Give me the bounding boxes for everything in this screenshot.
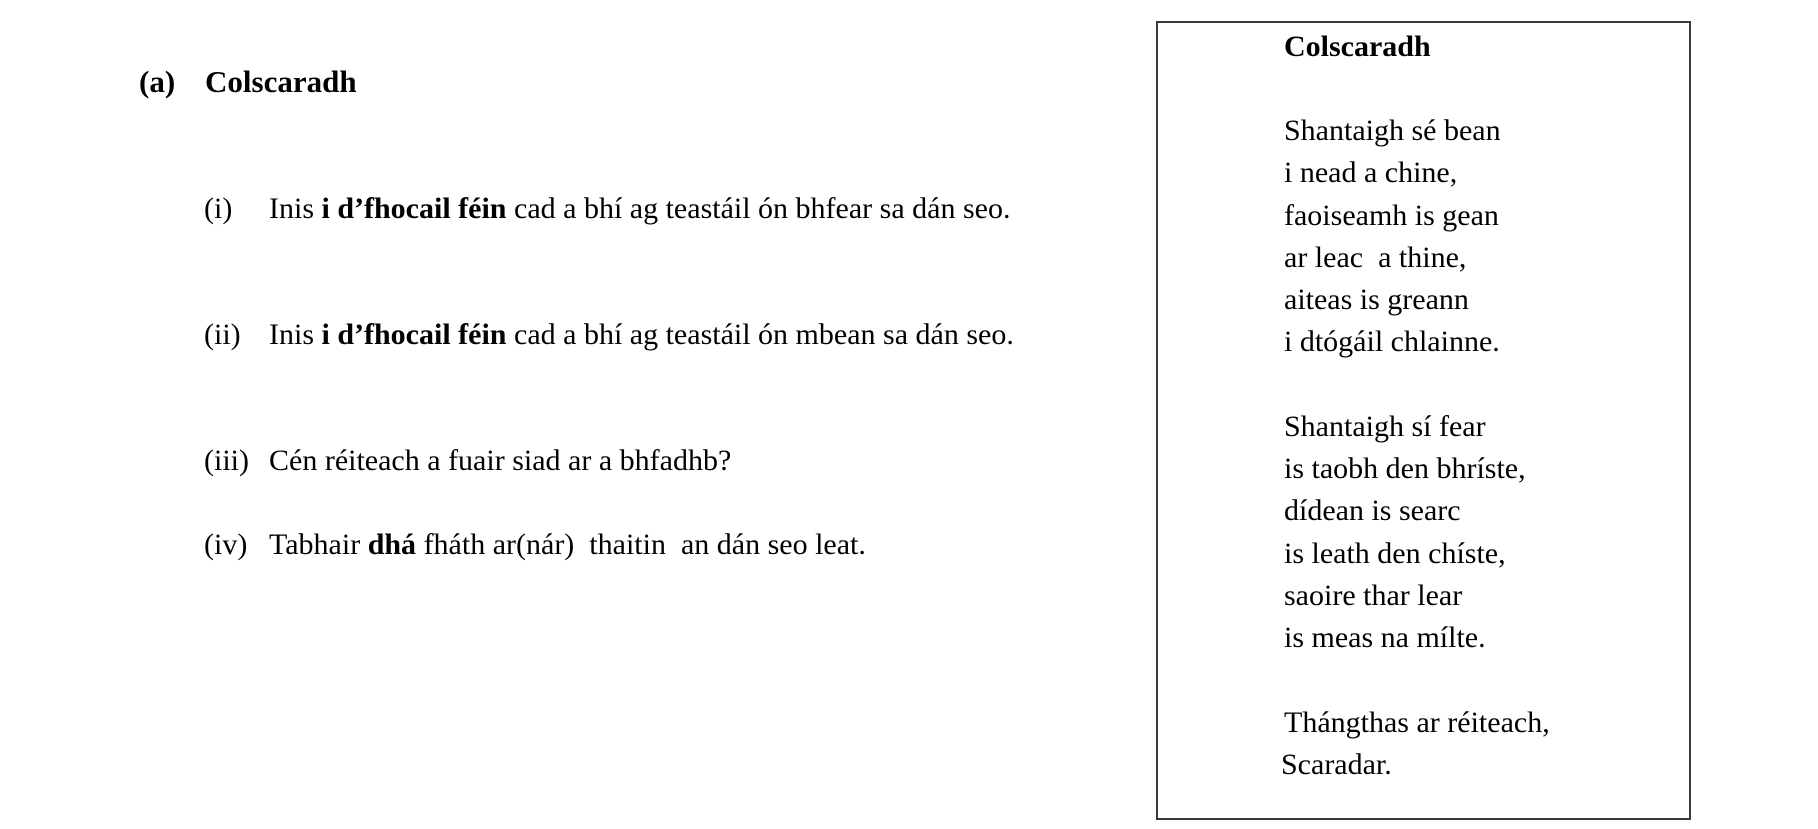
poem-line: Scaradar. bbox=[1281, 747, 1392, 781]
poem-line: saoire thar lear bbox=[1284, 578, 1463, 612]
question-text-pre: Inis bbox=[269, 318, 322, 351]
poem-line: Thángthas ar réiteach, bbox=[1284, 705, 1550, 739]
question-iii bbox=[204, 440, 1144, 482]
question-number: (ii) bbox=[204, 318, 241, 351]
poem-stanza-2 bbox=[1284, 406, 1550, 660]
question-number: (iii) bbox=[204, 444, 249, 477]
question-text-pre: Tabhair bbox=[269, 528, 368, 561]
question-number: (iv) bbox=[204, 528, 248, 561]
question-text-emphasis: i d’fhocail féin bbox=[321, 318, 507, 351]
poem-line: i nead a chine, bbox=[1284, 156, 1458, 190]
question-text-emphasis: dhá bbox=[367, 528, 417, 561]
poem-line: is meas na mílte. bbox=[1284, 621, 1486, 655]
question-text-pre: Inis bbox=[269, 192, 322, 225]
poem-line: ar leac a thine, bbox=[1284, 240, 1467, 274]
question-text: Cén réiteach a fuair siad ar a bhfadhb? bbox=[269, 444, 732, 477]
question-text-post: fháth ar(nár) thaitin an dán seo leat. bbox=[416, 528, 866, 561]
poem-line: Shantaigh sé bean bbox=[1284, 114, 1501, 147]
poem-line: dídean is searc bbox=[1284, 494, 1461, 528]
question-ii bbox=[204, 314, 1144, 356]
poem-line: aiteas is greann bbox=[1284, 283, 1469, 317]
section-title: Colscaradh bbox=[205, 64, 357, 99]
question-iv bbox=[204, 524, 1144, 566]
question-text-post: cad a bhí ag teastáil ón mbean sa dán seo. bbox=[506, 318, 1014, 351]
poem bbox=[1281, 26, 1550, 786]
question-text bbox=[269, 188, 1144, 230]
section-heading bbox=[139, 62, 357, 102]
section-label: (a) bbox=[139, 64, 176, 99]
poem-line: is leath den chíste, bbox=[1284, 536, 1506, 570]
question-i bbox=[204, 188, 1144, 230]
poem-stanza-3 bbox=[1281, 702, 1550, 787]
poem-line: is taobh den bhríste, bbox=[1284, 452, 1526, 486]
poem-line: faoiseamh is gean bbox=[1284, 198, 1499, 232]
poem-title: Colscaradh bbox=[1284, 30, 1431, 63]
question-text bbox=[269, 314, 1144, 356]
poem-line: Shantaigh sí fear bbox=[1284, 409, 1486, 443]
question-number: (i) bbox=[204, 192, 233, 225]
poem-line: i dtógáil chlainne. bbox=[1284, 325, 1500, 359]
poem-stanza-1 bbox=[1284, 110, 1550, 364]
question-text bbox=[269, 524, 1144, 566]
question-text-emphasis: i d’fhocail féin bbox=[321, 192, 507, 225]
question-text-post: cad a bhí ag teastáil ón bhfear sa dán seo. bbox=[506, 192, 1011, 225]
